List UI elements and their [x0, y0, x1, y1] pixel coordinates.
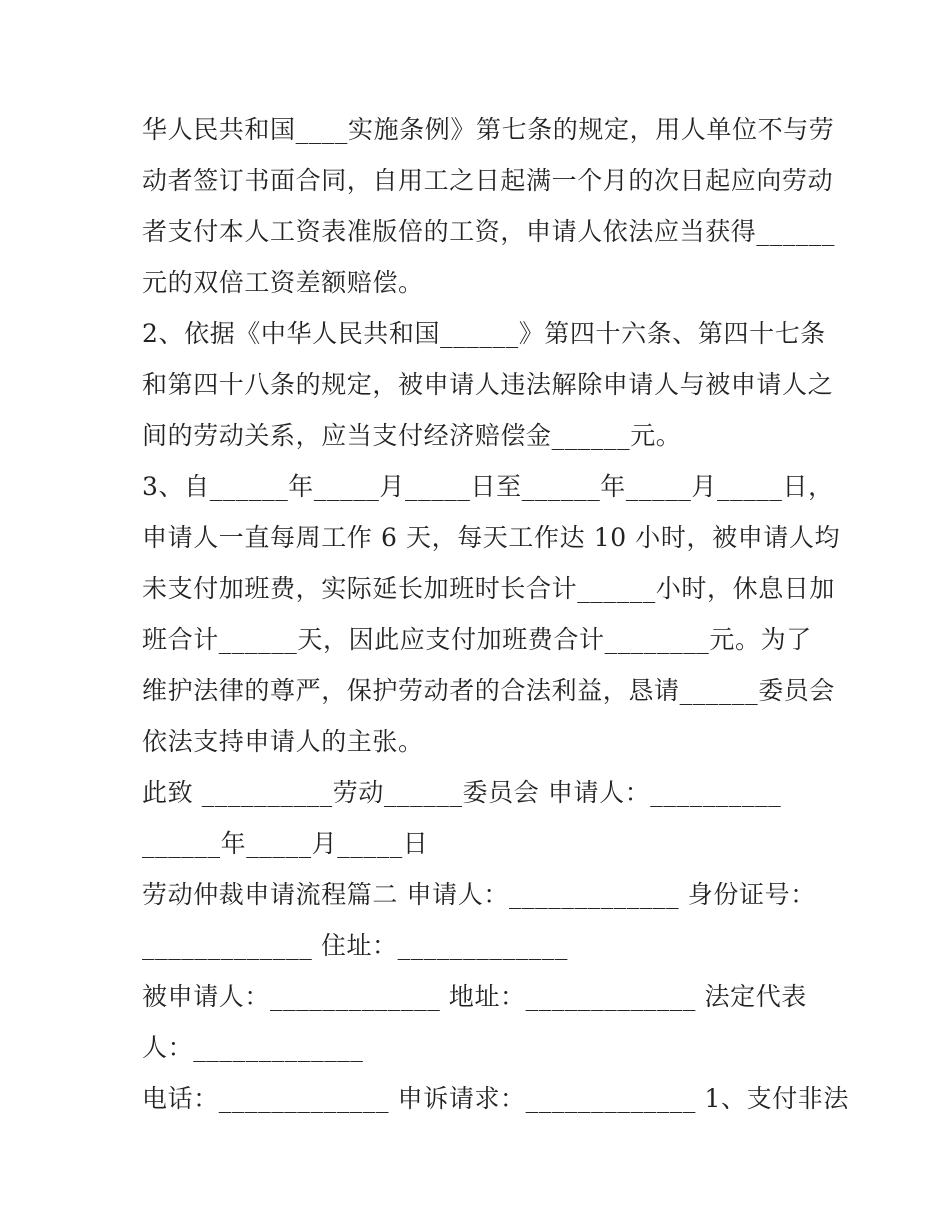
text-line: 维护法律的尊严，保护劳动者的合法利益，恳请______委员会 [142, 676, 836, 705]
text-line: 间的劳动关系，应当支付经济赔偿金______元。 [142, 421, 682, 450]
text-line: 班合计______天，因此应支付加班费合计________元。为了 [142, 625, 812, 654]
text-line: 元的双倍工资差额赔偿。 [142, 268, 424, 297]
text-line: ______年_____月_____日 [142, 829, 429, 858]
text-line: 2、依据《中华人民共和国______》第四十六条、第四十七条 [142, 319, 826, 348]
text-line: 动者签订书面合同，自用工之日起满一个月的次日起应向劳动 [142, 166, 834, 195]
text-line: 申请人一直每周工作 6 天，每天工作达 10 小时，被申请人均 [142, 523, 841, 552]
text-line: 人：_____________ [142, 1033, 364, 1062]
text-line: _____________ 住址：_____________ [142, 931, 568, 960]
text-line: 电话：_____________ 申诉请求：_____________ 1、支付非法 [142, 1084, 850, 1113]
text-line: 此致 __________劳动______委员会 申请人：__________ [142, 778, 782, 807]
text-line: 3、自______年_____月_____日至______年_____月_____日， [142, 472, 834, 501]
text-line: 劳动仲裁申请流程篇二 申请人：_____________ 身份证号： [142, 880, 816, 909]
text-line: 华人民共和国____实施条例》第七条的规定，用人单位不与劳 [142, 115, 835, 144]
text-line: 者支付本人工资表准版倍的工资，申请人依法应当获得______ [142, 217, 836, 246]
text-line: 未支付加班费，实际延长加班时长合计______小时，休息日加 [142, 574, 836, 603]
document-body [142, 104, 850, 1124]
text-line: 依法支持申请人的主张。 [142, 727, 424, 756]
text-line: 被申请人：_____________ 地址：_____________ 法定代表 [142, 982, 807, 1011]
text-line: 和第四十八条的规定，被申请人违法解除申请人与被申请人之 [142, 370, 834, 399]
